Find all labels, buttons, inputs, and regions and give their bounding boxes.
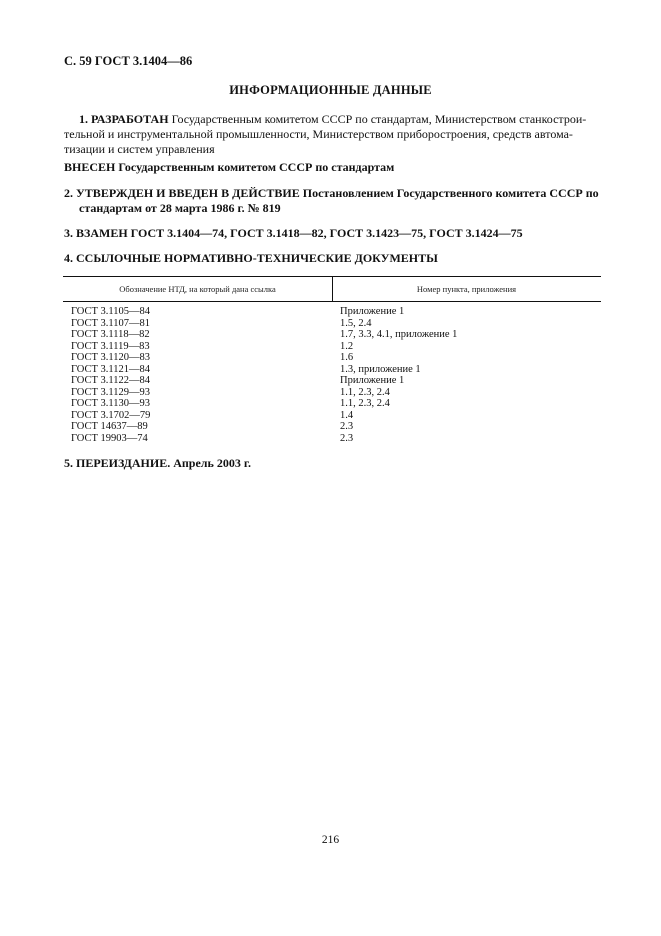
reference-document: ГОСТ 3.1130—93 <box>71 398 151 409</box>
reference-clause: 2.3 <box>340 432 354 444</box>
reference-clause: 2.3 <box>340 421 354 432</box>
reference-document: ГОСТ 3.1702—79 <box>71 409 151 421</box>
reference-document: ГОСТ 3.1129—93 <box>71 386 151 398</box>
reference-document: ГОСТ 3.1118—82 <box>71 329 150 340</box>
reference-clause: 1.1, 2.3, 2.4 <box>340 386 390 398</box>
item-references-title: 4. ССЫЛОЧНЫЕ НОРМАТИВНО-ТЕХНИЧЕСКИЕ ДОКУМЕНТЫ <box>64 251 438 265</box>
reference-clause: 1.4 <box>340 409 354 421</box>
reference-document: ГОСТ 3.1119—83 <box>71 340 150 352</box>
item-approved-line-2: стандартам от 28 марта 1986 г. № 819 <box>79 201 281 215</box>
section-title: ИНФОРМАЦИОННЫЕ ДАННЫЕ <box>229 83 432 97</box>
reference-clause: 1.5, 2.4 <box>340 317 372 329</box>
reference-clause: Приложение 1 <box>340 306 405 317</box>
table-row <box>63 306 601 318</box>
item-text: Государственным комитетом СССР по стандартам, Министерством станкострои- <box>171 112 587 126</box>
table-header-clause: Номер пункта, приложения <box>416 284 517 294</box>
item-lead: УТВЕРЖДЕН И ВВЕДЕН В ДЕЙСТВИЕ <box>76 186 300 200</box>
item-developed-line-2: тельной и инструментальной промышленности, Министерством приборостроения, средств автома- <box>64 127 573 141</box>
table-header-document: Обозначение НТД, на который дана ссылка <box>119 284 276 294</box>
table-row <box>63 375 601 387</box>
reference-document: ГОСТ 3.1121—84 <box>71 363 151 375</box>
reference-document: ГОСТ 19903—74 <box>71 432 148 444</box>
item-developed-line-1 <box>64 112 600 127</box>
table-row <box>63 433 601 445</box>
table-row <box>63 387 601 399</box>
table-row <box>63 410 601 422</box>
reference-clause: 1.2 <box>340 340 354 352</box>
table-body <box>63 306 601 444</box>
reference-clause: 1.3, приложение 1 <box>340 363 421 375</box>
reference-clause: 1.1, 2.3, 2.4 <box>340 398 390 409</box>
table-header-rule <box>63 301 601 302</box>
item-text: Постановлением Государственного комитета СССР по <box>302 186 599 200</box>
item-approved <box>64 186 600 216</box>
item-developed <box>64 112 600 157</box>
introduced-by: ВНЕСЕН Государственным комитетом СССР по стандартам <box>64 160 395 174</box>
page-number: 216 <box>321 834 340 846</box>
reference-document: ГОСТ 3.1105—84 <box>71 306 151 317</box>
reference-document: ГОСТ 3.1107—81 <box>71 317 151 329</box>
reference-document: ГОСТ 3.1120—83 <box>71 352 151 363</box>
item-number: 2. <box>64 186 73 200</box>
table-row <box>63 318 601 330</box>
reference-clause: Приложение 1 <box>340 375 405 386</box>
reference-document: ГОСТ 14637—89 <box>71 421 148 432</box>
page-header: С. 59 ГОСТ 3.1404—86 <box>64 54 193 68</box>
item-developed-line-3: тизации и систем управления <box>64 142 215 156</box>
item-replaces: 3. ВЗАМЕН ГОСТ 3.1404—74, ГОСТ 3.1418—82, ГОСТ 3.1423—75, ГОСТ 3.1424—75 <box>64 226 523 240</box>
table-row <box>63 352 601 364</box>
item-number: 1. <box>79 112 88 126</box>
table-row <box>63 421 601 433</box>
reference-clause: 1.7, 3.3, 4.1, приложение 1 <box>340 329 458 340</box>
item-lead: РАЗРАБОТАН <box>91 112 169 126</box>
reference-document: ГОСТ 3.1122—84 <box>71 375 151 386</box>
item-reissue: 5. ПЕРЕИЗДАНИЕ. Апрель 2003 г. <box>64 456 251 470</box>
item-approved-line-1 <box>64 186 600 201</box>
reference-clause: 1.6 <box>340 352 354 363</box>
table-row <box>63 341 601 353</box>
table-row <box>63 364 601 376</box>
table-row <box>63 329 601 341</box>
table-row <box>63 398 601 410</box>
